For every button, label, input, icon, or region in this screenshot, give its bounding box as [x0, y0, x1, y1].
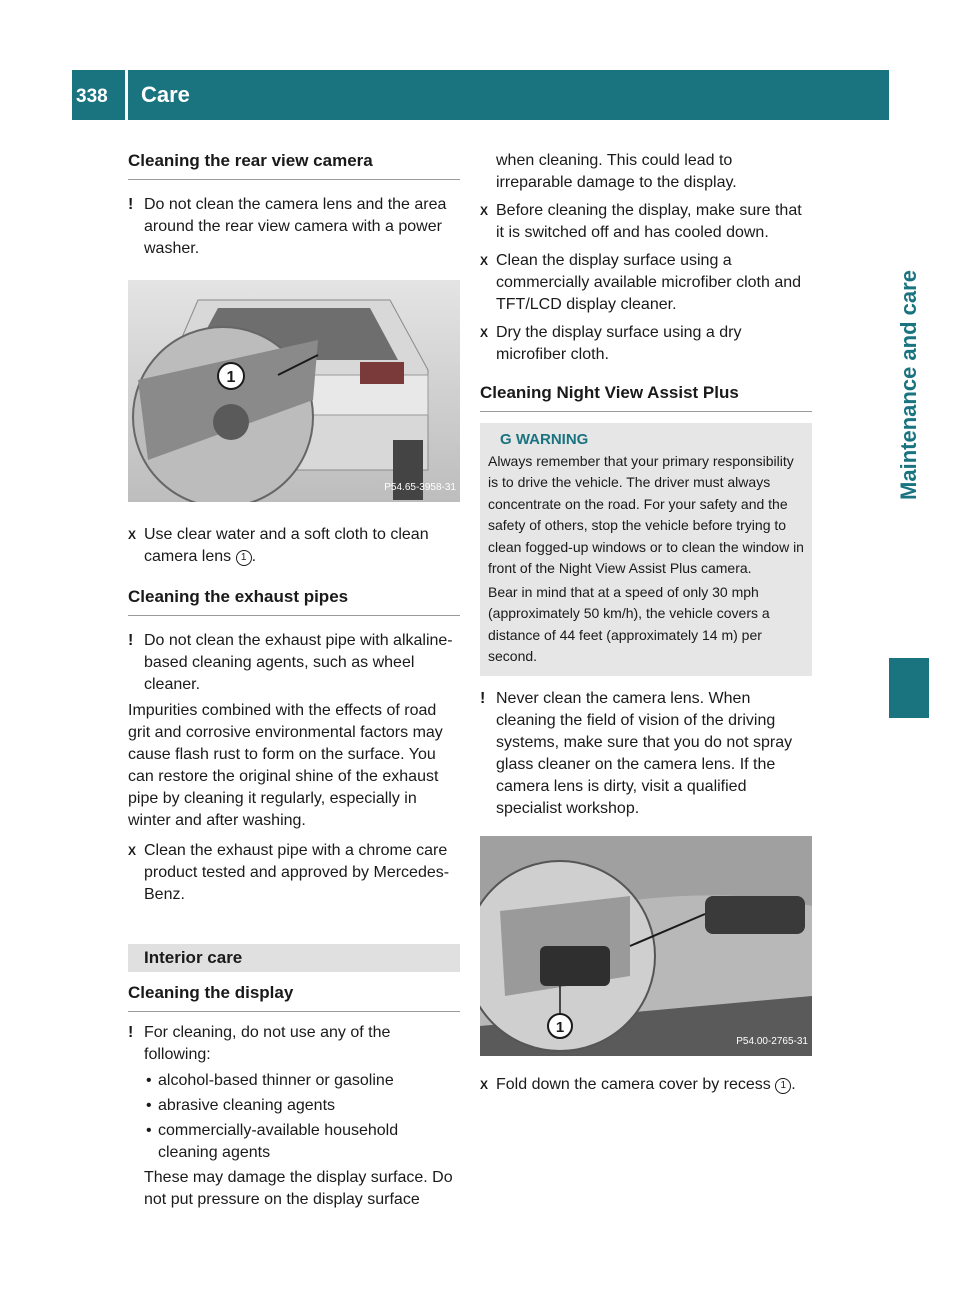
rear-camera-illustration — [128, 280, 460, 502]
step-display-2 — [480, 250, 812, 316]
photo-callout-number: 1 — [555, 1018, 565, 1036]
list-item-text: alcohol-based thinner or gasoline — [158, 1072, 394, 1089]
list-item-text: abrasive cleaning agents — [158, 1097, 336, 1114]
step-text: Fold down the camera cover by recess — [496, 1075, 771, 1093]
rear-camera-photo — [128, 280, 460, 502]
heading-night-view: Cleaning Night View Assist Plus — [480, 382, 812, 412]
side-tab-block — [889, 658, 929, 718]
note-display — [128, 1022, 460, 1066]
exhaust-body: Impurities combined with the effects of road grit and corrosive environmental factors may cause flash rust to form on the surface. You can restore the original shine of the exhaust pipe by cleaning it regularly, especially in winter and after washing. — [128, 702, 443, 829]
note-rear-camera — [128, 194, 460, 260]
step-text: Before cleaning the display, make sure that it is switched off and has cooled down. — [496, 202, 802, 241]
chapter-title: Care — [141, 82, 190, 107]
header-divider — [125, 70, 128, 120]
note-icon: ! — [128, 632, 134, 649]
warning-paragraph-2: Bear in mind that at a speed of only 30 mph (approximately 50 km/h), the vehicle covers a distance of 44 feet (approximately 14 m) per second. — [488, 583, 770, 664]
step-exhaust — [128, 840, 460, 906]
display-continued: when cleaning. This could lead to irreparable damage to the display. — [496, 152, 737, 191]
night-view-photo — [480, 836, 812, 1056]
note-text: For cleaning, do not use any of the following: — [144, 1024, 391, 1063]
photo-credit: P54.65-3958-31 — [384, 482, 456, 493]
step-display-1 — [480, 200, 812, 244]
photo-credit: P54.00-2765-31 — [736, 1035, 808, 1047]
heading-exhaust: Cleaning the exhaust pipes — [128, 586, 460, 616]
section-band-interior: Interior care — [128, 944, 460, 972]
bullet-icon: • — [146, 1122, 152, 1139]
step-arrow-icon: X — [128, 844, 137, 858]
step-text: Dry the display surface using a dry microfiber cloth. — [496, 324, 742, 363]
note-text: Do not clean the camera lens and the area around the rear view camera with a power washer. — [144, 196, 447, 257]
note-icon: ! — [128, 196, 134, 213]
note-text: Do not clean the exhaust pipe with alkaline-based cleaning agents, such as wheel cleaner. — [144, 632, 453, 693]
note-icon: ! — [480, 689, 486, 707]
step-text: Use clear water and a soft cloth to clean camera lens — [144, 526, 429, 565]
left-column — [128, 150, 460, 1211]
list-item — [128, 1095, 460, 1117]
step-arrow-icon: X — [480, 326, 489, 340]
heading-display: Cleaning the display — [128, 982, 460, 1012]
callout-number: 1 — [775, 1078, 791, 1094]
side-tab-label — [889, 120, 929, 650]
photo-callout-number: 1 — [226, 369, 236, 386]
step-text: Clean the exhaust pipe with a chrome care product tested and approved by Mercedes-Benz. — [144, 842, 450, 903]
right-column — [480, 150, 812, 1096]
warning-box — [480, 423, 812, 676]
bullet-icon: • — [146, 1072, 152, 1089]
step-text: Clean the display surface using a commercially available microfiber cloth and TFT/LCD display cleaner. — [496, 252, 802, 313]
display-warning-text: These may damage the display surface. Do not put pressure on the display surface — [144, 1169, 453, 1208]
warning-title — [488, 429, 804, 451]
list-item — [128, 1120, 460, 1164]
night-view-camera-illustration — [480, 836, 812, 1056]
step-fold-cover: X Fold down the camera cover by recess 1 . — [480, 1074, 812, 1096]
bullet-icon: • — [146, 1097, 152, 1114]
warning-icon: G — [500, 431, 512, 448]
step-arrow-icon: X — [128, 528, 137, 542]
note-icon: ! — [128, 1024, 134, 1041]
heading-rear-camera: Cleaning the rear view camera — [128, 150, 460, 180]
list-item-text: commercially-available household cleaning agents — [158, 1122, 399, 1161]
note-text: Never clean the camera lens. When cleaning the field of vision of the driving systems, make sure that you do not spray glass cleaner on the camera lens. If the camera lens is dirty, visit a qualified specialist workshop. — [496, 689, 793, 817]
note-exhaust — [128, 630, 460, 696]
list-item — [128, 1070, 460, 1092]
note-night-view — [480, 688, 812, 820]
callout-number: 1 — [236, 550, 252, 566]
side-tab-label-text: Maintenance and care — [896, 270, 921, 500]
page-number: 338 — [76, 86, 108, 107]
warning-paragraph-1: Always remember that your primary responsibility is to drive the vehicle. The driver must always concentrate on the road. For your safety and the safety of others, stop the vehicle before trying to clean fogged-up windows or to clean the window in front of the Night View Assist Plus camera. — [488, 452, 804, 576]
step-clean-lens: X Use clear water and a soft cloth to clean camera lens 1 . — [128, 526, 429, 565]
warning-title-text: WARNING — [515, 431, 589, 448]
step-display-3 — [480, 322, 812, 366]
step-arrow-icon: X — [480, 254, 489, 268]
step-arrow-icon: X — [480, 204, 489, 218]
step-arrow-icon: X — [480, 1077, 489, 1092]
header-bar — [72, 70, 889, 120]
